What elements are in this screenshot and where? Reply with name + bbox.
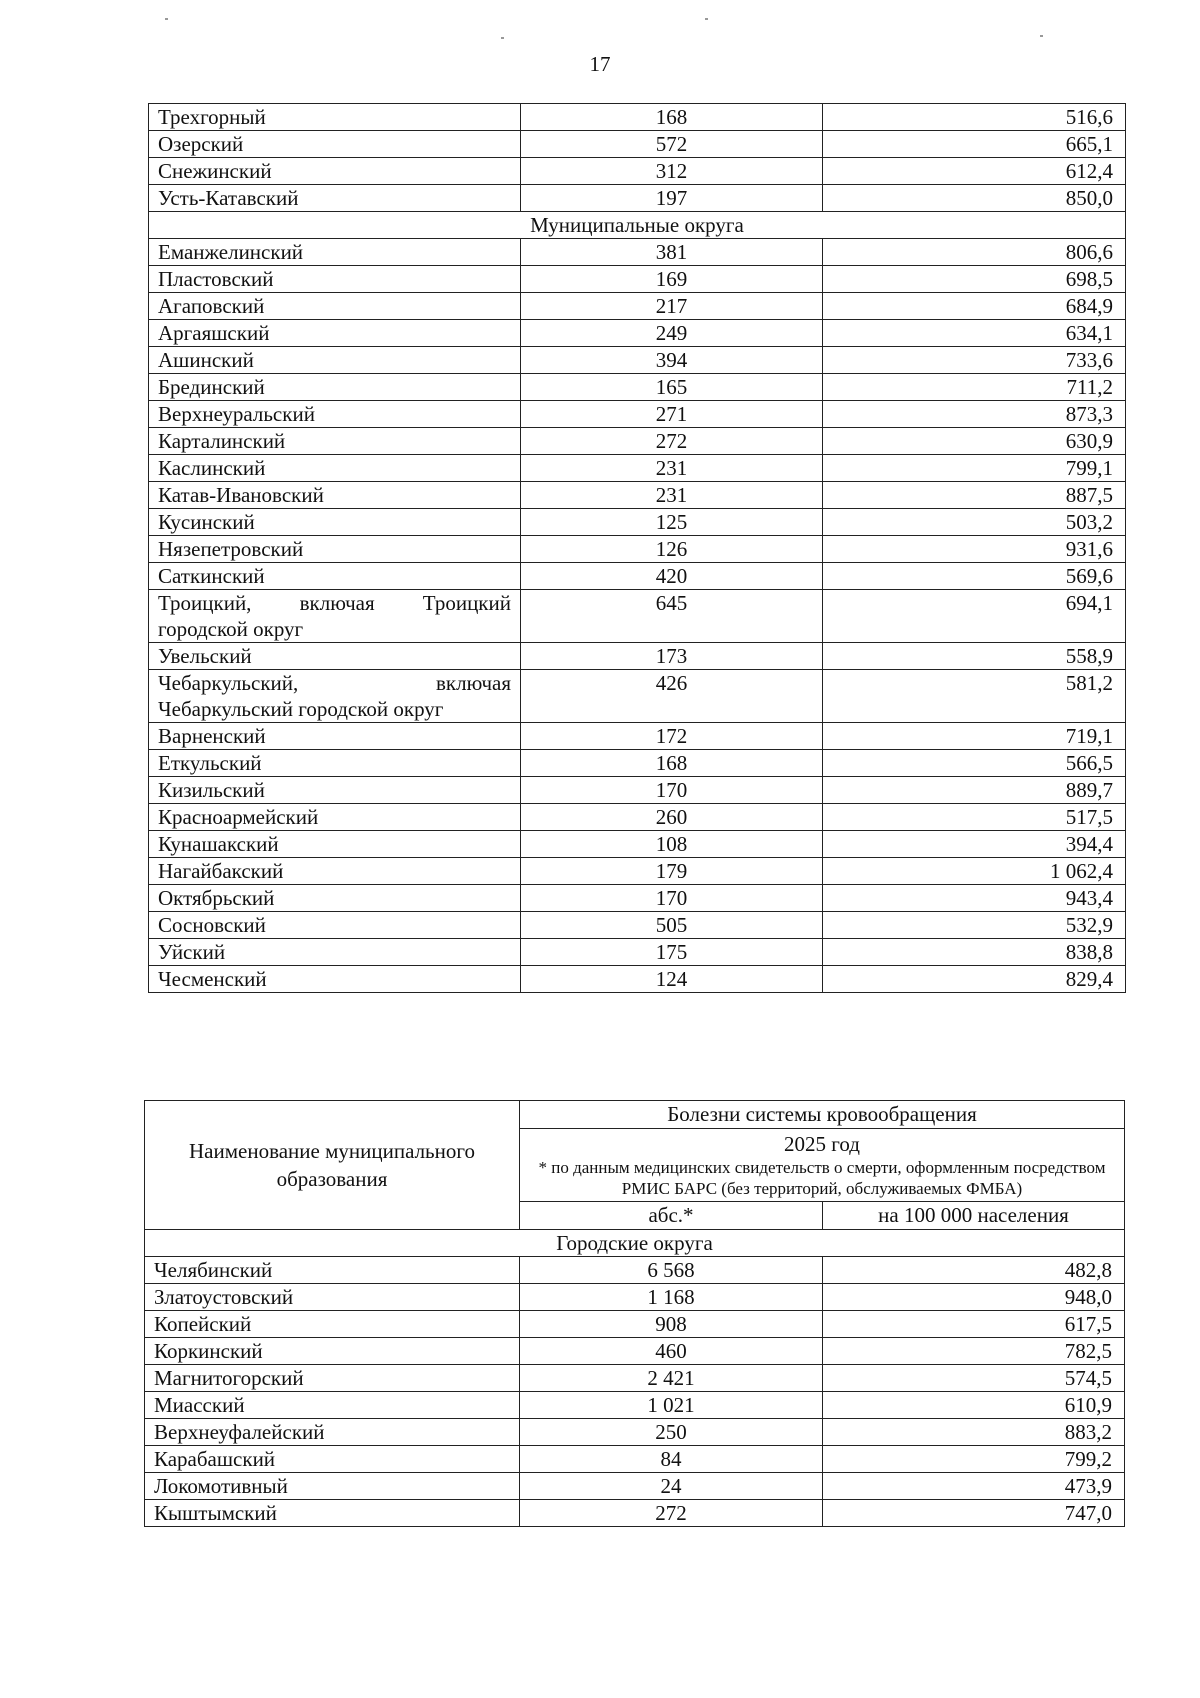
section-row xyxy=(145,1230,1125,1257)
table-row xyxy=(149,293,1126,320)
per-100k-value: 829,4 xyxy=(823,966,1126,993)
table-row xyxy=(149,723,1126,750)
municipality-name: Снежинский xyxy=(149,158,521,185)
abs-value: 126 xyxy=(521,536,823,563)
abs-value: 172 xyxy=(521,723,823,750)
abs-value: 231 xyxy=(521,455,823,482)
section-title: Муниципальные округа xyxy=(149,212,1126,239)
header-source-note: * по данным медицинских свидетельств о смерти, оформленным посредством РМИС БАРС (без территорий, обслуживаемых ФМБА) xyxy=(538,1158,1106,1198)
abs-value: 1 021 xyxy=(520,1392,823,1419)
per-100k-value: 747,0 xyxy=(823,1500,1125,1527)
abs-value: 125 xyxy=(521,509,823,536)
per-100k-value: 694,1 xyxy=(823,590,1126,643)
municipality-name: Карабашский xyxy=(145,1446,520,1473)
municipality-name: Пластовский xyxy=(149,266,521,293)
per-100k-value: 684,9 xyxy=(823,293,1126,320)
table-row xyxy=(149,401,1126,428)
municipality-name: Саткинский xyxy=(149,563,521,590)
per-100k-value: 569,6 xyxy=(823,563,1126,590)
table-row xyxy=(149,670,1126,723)
table-row xyxy=(149,536,1126,563)
municipality-name: Агаповский xyxy=(149,293,521,320)
abs-value: 1 168 xyxy=(520,1284,823,1311)
abs-value: 460 xyxy=(520,1338,823,1365)
municipality-name: Златоустовский xyxy=(145,1284,520,1311)
table-row xyxy=(145,1446,1125,1473)
table-row xyxy=(149,885,1126,912)
table-row xyxy=(145,1284,1125,1311)
abs-value: 249 xyxy=(521,320,823,347)
per-100k-value: 782,5 xyxy=(823,1338,1125,1365)
abs-value: 250 xyxy=(520,1419,823,1446)
per-100k-value: 719,1 xyxy=(823,723,1126,750)
circulatory-disease-table xyxy=(144,1100,1125,1527)
mortality-table-continued xyxy=(148,103,1126,993)
table-row xyxy=(149,185,1126,212)
header-year-cell xyxy=(520,1129,1125,1202)
abs-value: 165 xyxy=(521,374,823,401)
per-100k-value: 948,0 xyxy=(823,1284,1125,1311)
per-100k-value: 1 062,4 xyxy=(823,858,1126,885)
table-row xyxy=(149,455,1126,482)
municipality-name: Кыштымский xyxy=(145,1500,520,1527)
abs-value: 312 xyxy=(521,158,823,185)
abs-value: 394 xyxy=(521,347,823,374)
municipality-name: Октябрьский xyxy=(149,885,521,912)
table-row xyxy=(145,1500,1125,1527)
municipality-name: Аргаяшский xyxy=(149,320,521,347)
per-100k-value: 883,2 xyxy=(823,1419,1125,1446)
section-row xyxy=(149,212,1126,239)
per-100k-value: 574,5 xyxy=(823,1365,1125,1392)
per-100k-value: 665,1 xyxy=(823,131,1126,158)
abs-value: 179 xyxy=(521,858,823,885)
municipality-name: Красноармейский xyxy=(149,804,521,831)
per-100k-value: 473,9 xyxy=(823,1473,1125,1500)
header-per-100k: на 100 000 населения xyxy=(823,1202,1125,1230)
table-row xyxy=(149,912,1126,939)
per-100k-value: 850,0 xyxy=(823,185,1126,212)
per-100k-value: 503,2 xyxy=(823,509,1126,536)
per-100k-value: 517,5 xyxy=(823,804,1126,831)
per-100k-value: 889,7 xyxy=(823,777,1126,804)
per-100k-value: 617,5 xyxy=(823,1311,1125,1338)
table-row xyxy=(145,1473,1125,1500)
municipality-name: Коркинский xyxy=(145,1338,520,1365)
table-row xyxy=(149,239,1126,266)
table-row xyxy=(149,643,1126,670)
abs-value: 197 xyxy=(521,185,823,212)
per-100k-value: 394,4 xyxy=(823,831,1126,858)
municipality-name: Локомотивный xyxy=(145,1473,520,1500)
abs-value: 381 xyxy=(521,239,823,266)
header-municipality-name: Наименование муниципального образования xyxy=(145,1101,520,1230)
abs-value: 505 xyxy=(521,912,823,939)
scan-speck xyxy=(165,18,168,20)
abs-value: 84 xyxy=(520,1446,823,1473)
municipality-name: Каслинский xyxy=(149,455,521,482)
abs-value: 124 xyxy=(521,966,823,993)
table-row xyxy=(149,750,1126,777)
per-100k-value: 610,9 xyxy=(823,1392,1125,1419)
abs-value: 173 xyxy=(521,643,823,670)
municipality-name: Уйский xyxy=(149,939,521,966)
municipality-name: Челябинский xyxy=(145,1257,520,1284)
table-row xyxy=(149,590,1126,643)
municipality-name: Верхнеуральский xyxy=(149,401,521,428)
per-100k-value: 838,8 xyxy=(823,939,1126,966)
per-100k-value: 581,2 xyxy=(823,670,1126,723)
municipality-name: Кунашакский xyxy=(149,831,521,858)
municipality-name: Магнитогорский xyxy=(145,1365,520,1392)
municipality-name: Троицкий, включая Троицкий городской округ xyxy=(149,590,521,643)
abs-value: 2 421 xyxy=(520,1365,823,1392)
table-row xyxy=(149,320,1126,347)
abs-value: 108 xyxy=(521,831,823,858)
per-100k-value: 566,5 xyxy=(823,750,1126,777)
per-100k-value: 799,2 xyxy=(823,1446,1125,1473)
per-100k-value: 943,4 xyxy=(823,885,1126,912)
table-row xyxy=(145,1419,1125,1446)
table-row xyxy=(149,374,1126,401)
abs-value: 272 xyxy=(521,428,823,455)
abs-value: 572 xyxy=(521,131,823,158)
abs-value: 260 xyxy=(521,804,823,831)
municipality-name: Кусинский xyxy=(149,509,521,536)
table-row xyxy=(149,428,1126,455)
table-row xyxy=(149,158,1126,185)
per-100k-value: 634,1 xyxy=(823,320,1126,347)
table-row xyxy=(149,777,1126,804)
abs-value: 271 xyxy=(521,401,823,428)
municipality-name: Еткульский xyxy=(149,750,521,777)
table-row xyxy=(149,939,1126,966)
per-100k-value: 612,4 xyxy=(823,158,1126,185)
table-header xyxy=(145,1101,1125,1230)
municipality-name: Миасский xyxy=(145,1392,520,1419)
per-100k-value: 873,3 xyxy=(823,401,1126,428)
table-row xyxy=(145,1311,1125,1338)
municipality-name: Нязепетровский xyxy=(149,536,521,563)
abs-value: 6 568 xyxy=(520,1257,823,1284)
table-row xyxy=(149,104,1126,131)
table-row xyxy=(149,804,1126,831)
municipality-name: Ашинский xyxy=(149,347,521,374)
scan-speck xyxy=(501,37,504,39)
table-row xyxy=(145,1257,1125,1284)
per-100k-value: 532,9 xyxy=(823,912,1126,939)
page-number: 17 xyxy=(589,52,611,76)
abs-value: 24 xyxy=(520,1473,823,1500)
table-row xyxy=(149,509,1126,536)
per-100k-value: 806,6 xyxy=(823,239,1126,266)
municipality-name: Варненский xyxy=(149,723,521,750)
per-100k-value: 516,6 xyxy=(823,104,1126,131)
abs-value: 217 xyxy=(521,293,823,320)
header-abs: абс.* xyxy=(520,1202,823,1230)
table-row xyxy=(149,858,1126,885)
table-row xyxy=(149,966,1126,993)
municipality-name: Нагайбакский xyxy=(149,858,521,885)
municipality-name: Чебаркульский, включая Чебаркульский городской округ xyxy=(149,670,521,723)
per-100k-value: 887,5 xyxy=(823,482,1126,509)
abs-value: 420 xyxy=(521,563,823,590)
per-100k-value: 482,8 xyxy=(823,1257,1125,1284)
table-row xyxy=(149,831,1126,858)
abs-value: 272 xyxy=(520,1500,823,1527)
municipality-name: Брединский xyxy=(149,374,521,401)
abs-value: 231 xyxy=(521,482,823,509)
header-disease-group: Болезни системы кровообращения xyxy=(520,1101,1125,1129)
table-row xyxy=(149,482,1126,509)
table-row xyxy=(149,347,1126,374)
table-row xyxy=(145,1392,1125,1419)
scan-speck xyxy=(1040,35,1043,37)
section-title: Городские округа xyxy=(145,1230,1125,1257)
table-row xyxy=(149,266,1126,293)
abs-value: 175 xyxy=(521,939,823,966)
abs-value: 168 xyxy=(521,104,823,131)
municipality-name: Озерский xyxy=(149,131,521,158)
abs-value: 169 xyxy=(521,266,823,293)
municipality-name: Верхнеуфалейский xyxy=(145,1419,520,1446)
abs-value: 645 xyxy=(521,590,823,643)
per-100k-value: 630,9 xyxy=(823,428,1126,455)
municipality-name: Трехгорный xyxy=(149,104,521,131)
table-body xyxy=(149,104,1126,993)
table-row xyxy=(149,131,1126,158)
municipality-name: Усть-Катавский xyxy=(149,185,521,212)
municipality-name: Копейский xyxy=(145,1311,520,1338)
abs-value: 168 xyxy=(521,750,823,777)
table-row xyxy=(145,1338,1125,1365)
municipality-name: Еманжелинский xyxy=(149,239,521,266)
abs-value: 426 xyxy=(521,670,823,723)
per-100k-value: 931,6 xyxy=(823,536,1126,563)
municipality-name: Кизильский xyxy=(149,777,521,804)
per-100k-value: 558,9 xyxy=(823,643,1126,670)
per-100k-value: 733,6 xyxy=(823,347,1126,374)
table-body xyxy=(145,1230,1125,1527)
scan-speck xyxy=(705,18,708,20)
per-100k-value: 711,2 xyxy=(823,374,1126,401)
per-100k-value: 799,1 xyxy=(823,455,1126,482)
header-year: 2025 год xyxy=(784,1132,860,1156)
municipality-name: Сосновский xyxy=(149,912,521,939)
per-100k-value: 698,5 xyxy=(823,266,1126,293)
municipality-name: Увельский xyxy=(149,643,521,670)
municipality-name: Катав-Ивановский xyxy=(149,482,521,509)
municipality-name: Чесменский xyxy=(149,966,521,993)
table-row xyxy=(149,563,1126,590)
abs-value: 170 xyxy=(521,885,823,912)
municipality-name: Карталинский xyxy=(149,428,521,455)
table-row xyxy=(145,1365,1125,1392)
abs-value: 908 xyxy=(520,1311,823,1338)
abs-value: 170 xyxy=(521,777,823,804)
